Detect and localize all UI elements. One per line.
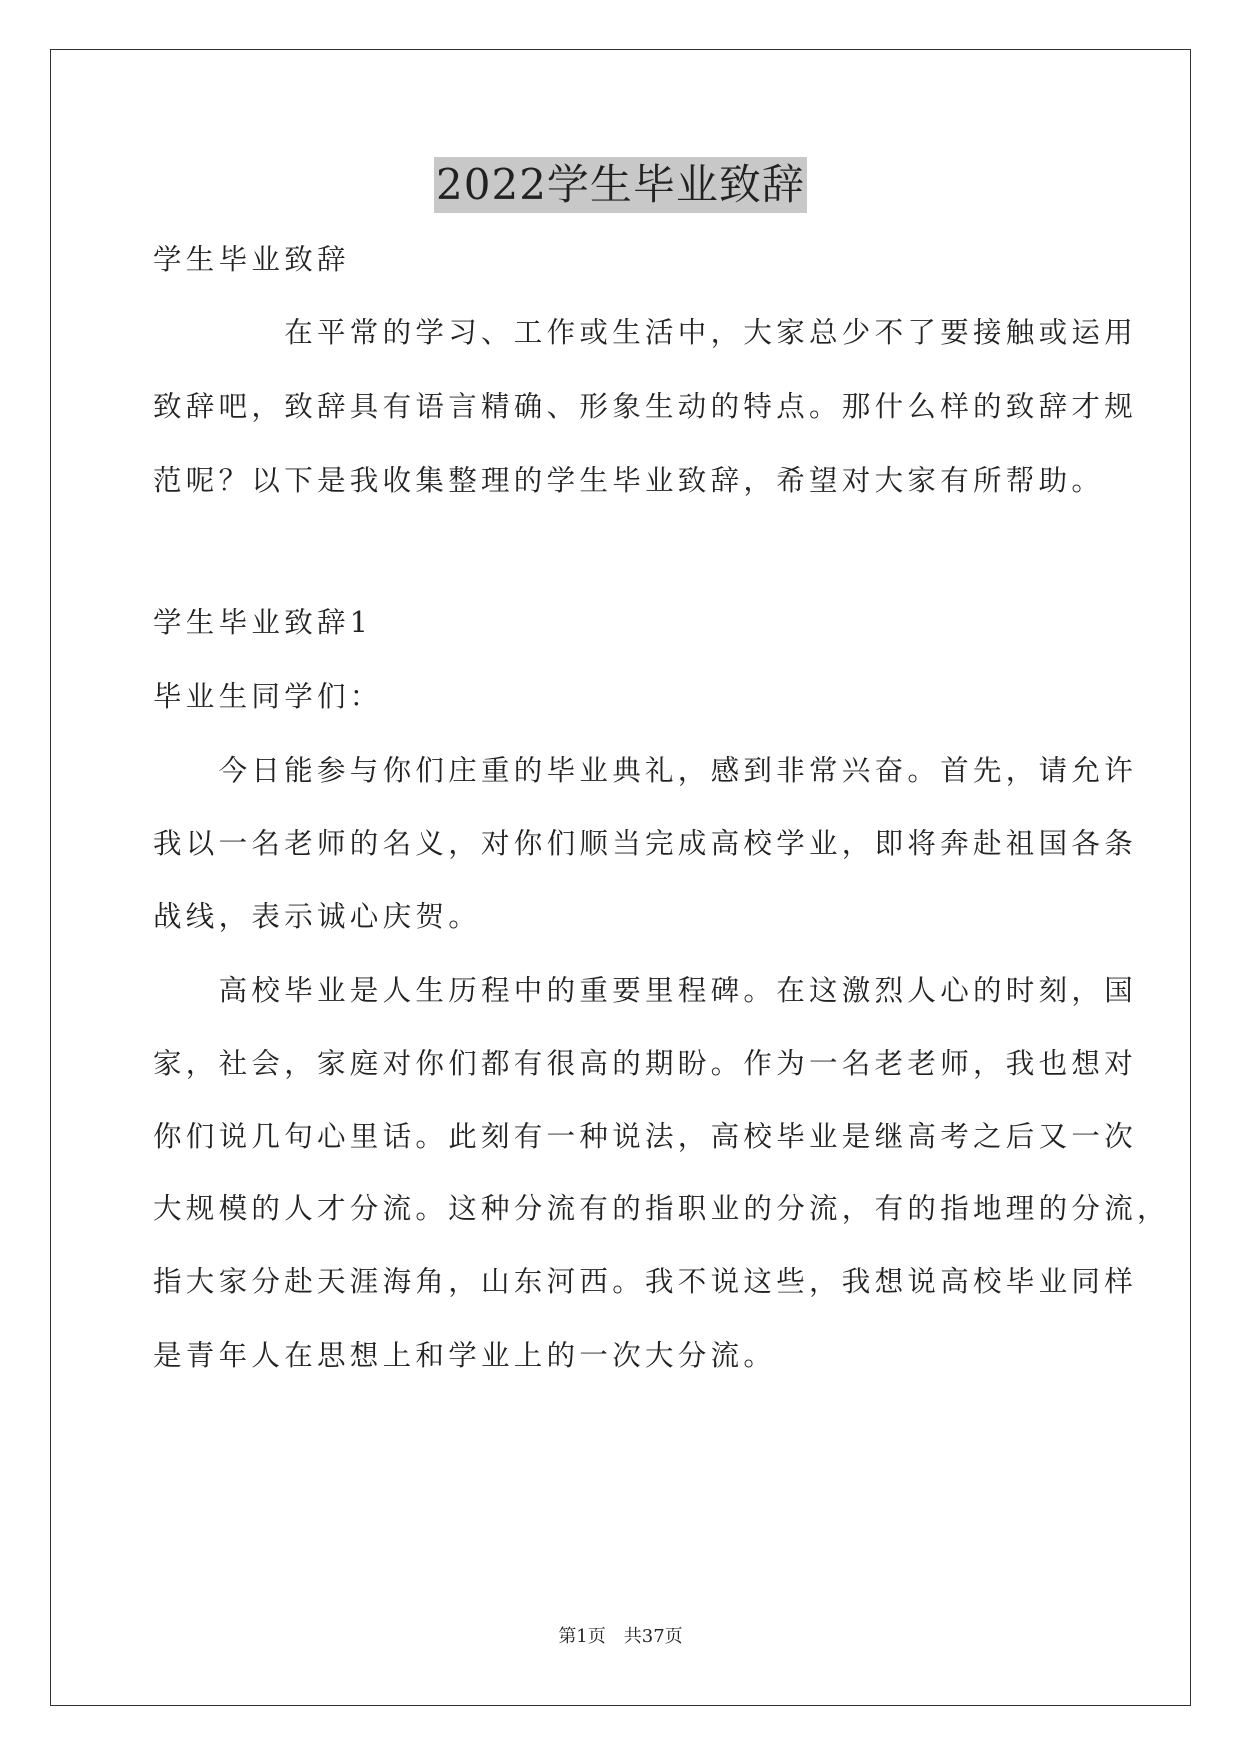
body-line: 今日能参与你们庄重的毕业典礼，感到非常兴奋。首先，请允许 <box>153 754 1138 787</box>
body-line: 我以一名老师的名义，对你们顺当完成高校学业，即将奔赴祖国各条 <box>153 827 1138 860</box>
body-line: 致辞吧，致辞具有语言精确、形象生动的特点。那什么样的致辞才规 <box>153 390 1138 423</box>
body-line: 范呢？以下是我收集整理的学生毕业致辞，希望对大家有所帮助。 <box>153 464 1105 497</box>
body-line: 是青年人在思想上和学业上的一次大分流。 <box>153 1339 777 1372</box>
document-title-text: 2022学生毕业致辞 <box>434 157 807 213</box>
body-line: 在平常的学习、工作或生活中，大家总少不了要接触或运用 <box>153 316 1138 349</box>
document-title <box>0 157 1241 213</box>
section-heading: 学生毕业致辞1 <box>153 606 373 639</box>
body-line: 你们说几句心里话。此刻有一种说法，高校毕业是继高考之后又一次 <box>153 1120 1138 1153</box>
body-line: 家，社会，家庭对你们都有很高的期盼。作为一名老老师，我也想对 <box>153 1047 1138 1080</box>
salutation-line: 毕业生同学们： <box>153 680 383 713</box>
body-line: 指大家分赴天涯海角，山东河西。我不说这些，我想说高校毕业同样 <box>153 1265 1138 1298</box>
page-border <box>50 49 1191 1706</box>
subtitle-line: 学生毕业致辞 <box>153 243 350 276</box>
page-number-footer: 第1页 共37页 <box>558 1626 683 1647</box>
body-line: 高校毕业是人生历程中的重要里程碑。在这激烈人心的时刻，国 <box>153 974 1138 1007</box>
body-line: 战线，表示诚心庆贺。 <box>153 900 482 933</box>
body-line: 大规模的人才分流。这种分流有的指职业的分流，有的指地理的分流， <box>153 1192 1170 1225</box>
